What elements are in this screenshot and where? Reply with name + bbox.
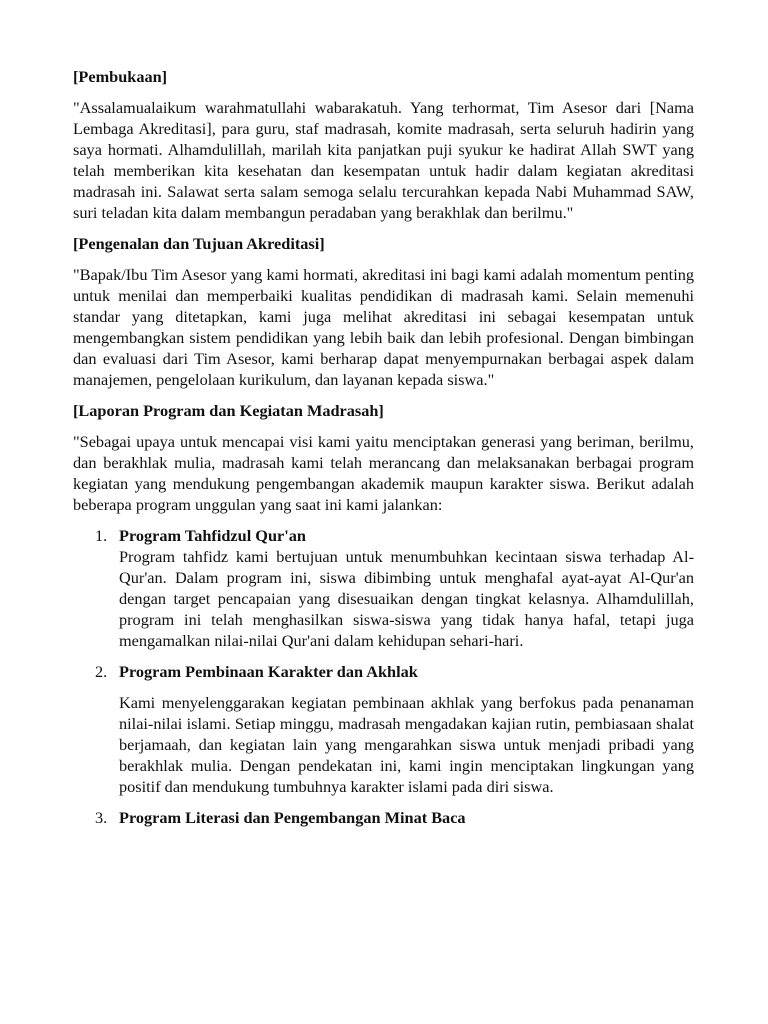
program-number: 1. xyxy=(95,526,108,545)
section-paragraph-pengenalan: "Bapak/Ibu Tim Asesor yang kami hormati, akreditasi ini bagi kami adalah momentum penting untuk menilai dan memperbaiki kualitas pendidikan di madrasah kami. Selain memenuhi standar yang ditetapkan, kami juga melihat akreditasi ini sebagai kesempatan untuk mengembangkan sistem pendidikan yang lebih baik dan lebih profesional. Dengan bimbingan dan evaluasi dari Tim Asesor, kami berharap dapat menyempurnakan berbagai aspek dalam manajemen, pengelolaan kurikulum, dan layanan kepada siswa." xyxy=(73,265,694,389)
program-title: Program Pembinaan Karakter dan Akhlak xyxy=(119,662,418,681)
program-list xyxy=(73,525,694,828)
program-item-tahfidz xyxy=(73,525,694,651)
program-title: Program Tahfidzul Qur'an xyxy=(119,526,306,545)
section-paragraph-laporan: "Sebagai upaya untuk mencapai visi kami yaitu menciptakan generasi yang beriman, berilmu, dan berakhlak mulia, madrasah kami telah merancang dan melaksanakan berbagai program kegiatan yang mendukung pengembangan akademik maupun karakter siswa. Berikut adalah beberapa program unggulan yang saat ini kami jalankan: xyxy=(73,432,694,514)
program-description: Program tahfidz kami bertujuan untuk menumbuhkan kecintaan siswa terhadap Al-Qur'an. Dalam program ini, siswa dibimbing untuk menghafal ayat-ayat Al-Qur'an dengan target pencapaian yang disesuaikan dengan tingkat kelasnya. Alhamdulillah, program ini telah menghasilkan siswa-siswa yang tidak hanya hafal, tetapi juga mengamalkan nilai-nilai Qur'ani dalam kehidupan sehari-hari. xyxy=(119,547,694,650)
section-paragraph-pembukaan: "Assalamualaikum warahmatullahi wabarakatuh. Yang terhormat, Tim Asesor dari [Nama Lembaga Akreditasi], para guru, staf madrasah, komite madrasah, serta seluruh hadirin yang saya hormati. Alhamdulillah, marilah kita panjatkan puji syukur ke hadirat Allah SWT yang telah memberikan kita kesehatan dan kesempatan untuk hadir dalam kegiatan akreditasi madrasah ini. Salawat serta salam semoga selalu tercurahkan kepada Nabi Muhammad SAW, suri teladan kita dalam membangun peradaban yang berakhlak dan berilmu." xyxy=(73,98,694,222)
program-description: Kami menyelenggarakan kegiatan pembinaan akhlak yang berfokus pada penanaman nilai-nilai islami. Setiap minggu, madrasah mengadakan kajian rutin, pembiasaan shalat berjamaah, dan kegiatan lain yang mengarahkan siswa untuk menjadi pribadi yang berakhlak mulia. Dengan pendekatan ini, kami ingin menciptakan lingkungan yang positif dan mendukung tumbuhnya karakter islami pada diri siswa. xyxy=(119,693,694,796)
section-heading-pembukaan: [Pembukaan] xyxy=(73,67,168,86)
program-item-literasi xyxy=(73,807,694,828)
program-title: Program Literasi dan Pengembangan Minat Baca xyxy=(119,808,466,827)
section-heading-laporan: [Laporan Program dan Kegiatan Madrasah] xyxy=(73,401,384,420)
program-number: 2. xyxy=(95,662,108,681)
program-number: 3. xyxy=(95,808,108,827)
section-heading-pengenalan: [Pengenalan dan Tujuan Akreditasi] xyxy=(73,234,325,253)
program-item-karakter xyxy=(73,661,694,797)
document-page xyxy=(73,66,694,838)
